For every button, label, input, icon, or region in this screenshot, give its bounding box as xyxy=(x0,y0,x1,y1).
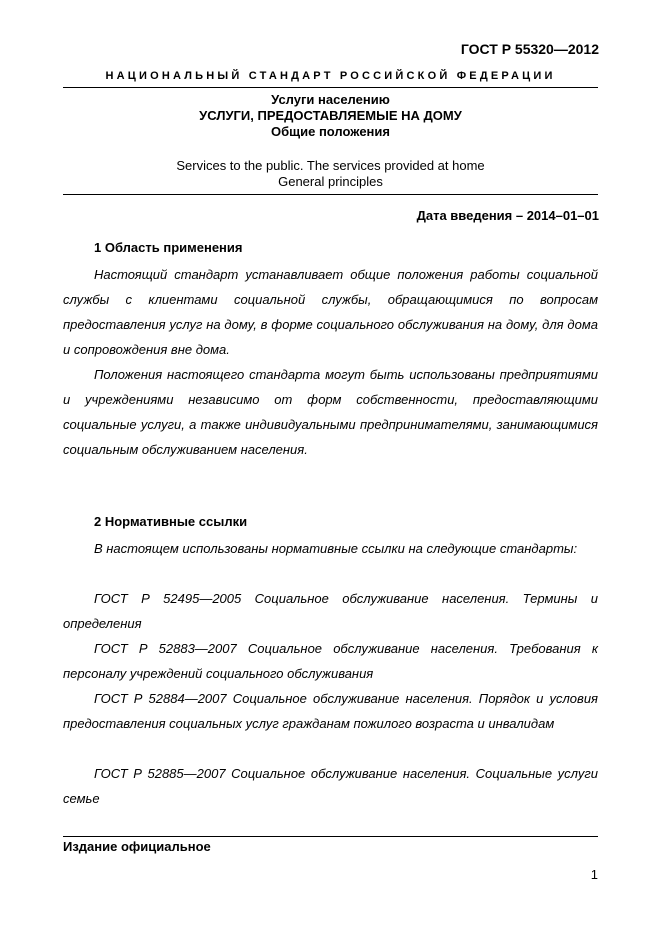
reference-item: ГОСТ Р 52495—2005 Социальное обслуживание населения. Термины и определения xyxy=(63,591,598,631)
reference-item: ГОСТ Р 52885—2007 Социальное обслуживание населения. Социальные услуги семье xyxy=(63,766,598,806)
introduction-date: Дата введения – 2014–01–01 xyxy=(416,208,599,223)
official-edition-label: Издание официальное xyxy=(63,839,211,854)
reference-item: ГОСТ Р 52884—2007 Социальное обслуживание населения. Порядок и условия предоставления социальных услуг гражданам пожилого возраста и инвалидам xyxy=(63,691,598,731)
reference-item: ГОСТ Р 52883—2007 Социальное обслуживание населения. Требования к персоналу учреждений социального обслуживания xyxy=(63,641,598,681)
top-divider xyxy=(63,87,598,88)
footer-divider xyxy=(63,836,598,837)
title-ru-line1: Услуги населению xyxy=(271,92,390,107)
title-ru-line3: Общие положения xyxy=(271,124,390,139)
section-1-heading: 1 Область применения xyxy=(94,240,243,255)
title-divider xyxy=(63,194,598,195)
section-1-paragraph: Настоящий стандарт устанавливает общие положения работы социальной службы с клиентами социальной службы, обращающимися по вопросам предоставления услуг на дому, в форме социального обслуживания на дому, для дома и сопровождения вне дома. xyxy=(63,267,598,357)
section-2-heading: 2 Нормативные ссылки xyxy=(94,514,248,529)
title-en-line2: General principles xyxy=(278,174,383,189)
section-1-paragraph: Положения настоящего стандарта могут быть использованы предприятиями и учреждениями независимо от форм собственности, предоставляющими социальные услуги, а также индивидуальными предпринимателями, занимающимися социальным обслуживанием населения. xyxy=(63,367,598,457)
standard-number: ГОСТ Р 55320—2012 xyxy=(460,41,599,57)
title-ru-line2: УСЛУГИ, ПРЕДОСТАВЛЯЕМЫЕ НА ДОМУ xyxy=(199,108,462,123)
english-title-block xyxy=(63,158,598,190)
national-standard-title: НАЦИОНАЛЬНЫЙ СТАНДАРТ РОССИЙСКОЙ ФЕДЕРАЦИИ xyxy=(105,70,556,82)
title-en-line1: Services to the public. The services provided at home xyxy=(176,158,485,173)
page-number: 1 xyxy=(590,867,598,882)
russian-title-block xyxy=(63,92,598,140)
section-2-paragraph: В настоящем использованы нормативные ссылки на следующие стандарты: xyxy=(94,541,578,556)
